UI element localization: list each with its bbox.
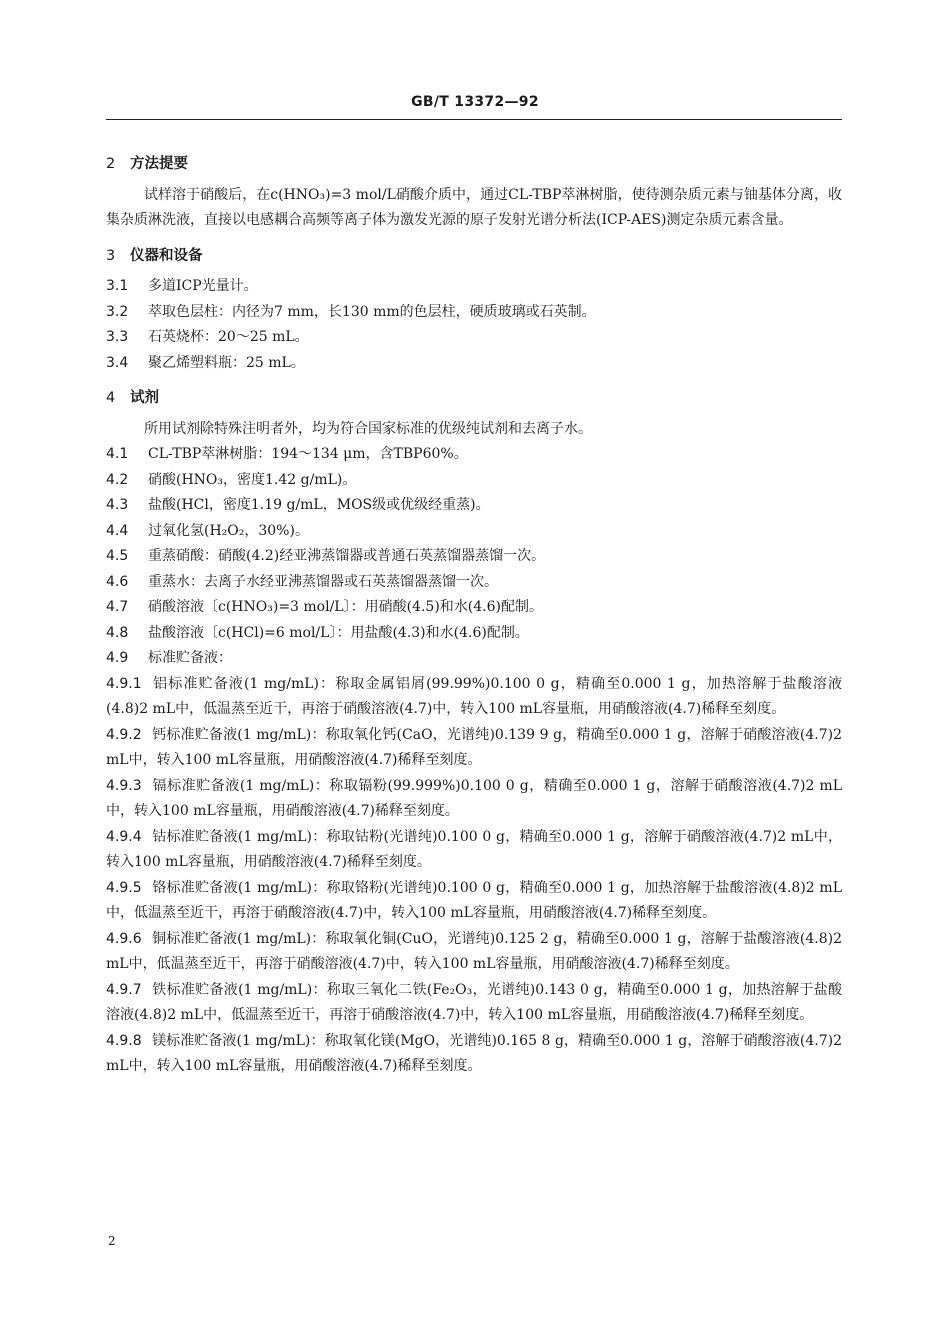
item-text: 萃取色层柱：内径为7 mm，长130 mm的色层柱，硬质玻璃或石英制。 (148, 303, 596, 320)
item-text: 标准贮备液： (148, 650, 232, 666)
section-title: 仪器和设备 (130, 247, 203, 264)
sub-item-text: 钴标准贮备液(1 mg/mL)：称取钴粉(光谱纯)0.100 0 g，精确至0.000 1 g，溶解于硝酸溶液(4.7)2 mL中，转入100 mL容量瓶，用硝酸溶液(4.7)稀释至刻度。 (106, 828, 842, 870)
list-item (106, 519, 842, 545)
item-text: 重蒸水：去离子水经亚沸蒸馏器或石英蒸馏器蒸馏一次。 (148, 573, 498, 590)
sub-item (106, 927, 842, 978)
sub-item (106, 672, 842, 723)
section-title: 试剂 (130, 390, 159, 406)
item-text: 硝酸(HNO₃，密度1.42 g/mL)。 (148, 471, 357, 488)
item-text: 多道ICP光量计。 (148, 278, 258, 294)
item-number: 4.1 (106, 446, 129, 462)
section-4-intro: 所用试剂除特殊注明者外，均为符合国家标准的优级纯试剂和去离子水。 (144, 420, 592, 437)
sub-item-text: 铁标准贮备液(1 mg/mL)：称取三氧化二铁(Fe₂O₃，光谱纯)0.143 0 g，精确至0.000 1 g，加热溶解于盐酸溶液(4.8)2 mL中，低温蒸至近干，再溶于硝酸溶液(4.7)中，转入100 mL容量瓶，用硝酸溶液(4.7)稀释至刻度。 (106, 981, 842, 1023)
standard-code-header: GB/T 13372—92 (411, 94, 539, 110)
list-item (106, 468, 842, 494)
header-rule (106, 119, 842, 120)
item-number: 4.4 (106, 522, 129, 539)
list-item (106, 325, 842, 351)
sub-item-number: 4.9.7 (106, 981, 142, 998)
sub-item (106, 774, 842, 825)
page-number: 2 (108, 1234, 116, 1248)
section-number: 4 (106, 390, 116, 406)
sub-item-number: 4.9.4 (106, 828, 142, 845)
sub-item-text: 钙标准贮备液(1 mg/mL)：称取氧化钙(CaO，光谱纯)0.139 9 g，精确至0.000 1 g，溶解于硝酸溶液(4.7)2 mL中，转入100 mL容量瓶，用硝酸溶液(4.7)稀释至刻度。 (106, 726, 842, 768)
item-number: 4.6 (106, 573, 129, 590)
section-number: 3 (106, 247, 116, 264)
item-text: 石英烧杯：20～25 mL。 (148, 329, 309, 345)
sub-item-number: 4.9.2 (106, 726, 142, 743)
item-text: 聚乙烯塑料瓶：25 mL。 (148, 354, 305, 371)
item-number: 3.4 (106, 354, 129, 371)
sub-item-number: 4.9.5 (106, 879, 142, 896)
item-text: 过氧化氢(H₂O₂，30%)。 (148, 522, 309, 539)
item-number: 3.3 (106, 329, 129, 345)
list-item (106, 544, 842, 570)
item-text: 盐酸(HCl，密度1.19 g/mL，MOS级或优级经重蒸)。 (148, 497, 490, 513)
section-2-paragraph: 试样溶于硝酸后，在c(HNO₃)=3 mol/L硝酸介质中，通过CL-TBP萃淋树脂，使待测杂质元素与铀基体分离，收集杂质淋洗液，直接以电感耦合高频等离子体为激发光源的原子发射光谱分析法(ICP-AES)测定杂质元素含量。 (106, 186, 842, 228)
item-number: 4.3 (106, 497, 129, 513)
section-number: 2 (106, 156, 116, 172)
section-title: 方法提要 (130, 156, 188, 172)
list-item (106, 646, 842, 672)
list-item (106, 595, 842, 621)
item-text: 硝酸溶液〔c(HNO₃)=3 mol/L〕：用硝酸(4.5)和水(4.6)配制。 (148, 599, 543, 615)
sub-item-number: 4.9.8 (106, 1032, 142, 1049)
sub-item-text: 镉标准贮备液(1 mg/mL)：称取镉粉(99.999%)0.100 0 g，精确至0.000 1 g，溶解于硝酸溶液(4.7)2 mL中，转入100 mL容量瓶，用硝酸溶液(4.7)稀释至刻度。 (106, 777, 842, 819)
sub-item (106, 723, 842, 774)
sub-item (106, 978, 842, 1029)
list-item (106, 274, 842, 300)
item-number: 3.1 (106, 278, 129, 294)
item-number: 4.7 (106, 599, 129, 615)
sub-item-text: 铬标准贮备液(1 mg/mL)：称取铬粉(光谱纯)0.100 0 g，精确至0.000 1 g，加热溶解于盐酸溶液(4.8)2 mL中，低温蒸至近干，再溶于硝酸溶液(4.7)中，转入100 mL容量瓶，用硝酸溶液(4.7)稀释至刻度。 (106, 879, 842, 921)
sub-item-number: 4.9.6 (106, 930, 142, 947)
section-heading-3 (106, 244, 842, 270)
item-text: 盐酸溶液〔c(HCl)=6 mol/L〕：用盐酸(4.3)和水(4.6)配制。 (148, 624, 529, 641)
sub-item (106, 825, 842, 876)
list-item (106, 442, 842, 468)
item-text: 重蒸硝酸：硝酸(4.2)经亚沸蒸馏器或普通石英蒸馏器蒸馏一次。 (148, 548, 546, 564)
item-number: 4.5 (106, 548, 129, 564)
sub-item-text: 铜标准贮备液(1 mg/mL)：称取氧化铜(CuO，光谱纯)0.125 2 g，精确至0.000 1 g，溶解于盐酸溶液(4.8)2 mL中，低温蒸至近干，再溶于硝酸溶液(4.7)中，转入100 mL容量瓶，用硝酸溶液(4.7)稀释至刻度。 (106, 930, 842, 972)
list-item (106, 493, 842, 519)
list-item (106, 351, 842, 377)
list-item (106, 621, 842, 647)
item-number: 4.9 (106, 650, 129, 666)
sub-item-number: 4.9.3 (106, 777, 142, 794)
item-text: CL-TBP萃淋树脂：194～134 μm，含TBP60%。 (148, 446, 468, 462)
item-number: 3.2 (106, 303, 129, 320)
document-body (106, 148, 842, 1080)
section-heading-2 (106, 152, 842, 178)
sub-item (106, 1029, 842, 1080)
sub-item-text: 铝标准贮备液(1 mg/mL)：称取金属铝屑(99.99%)0.100 0 g，精确至0.000 1 g，加热溶解于盐酸溶液(4.8)2 mL中，低温蒸至近干，再溶于硝酸溶液(4.7)中，转入100 mL容量瓶，用硝酸溶液(4.7)稀释至刻度。 (106, 675, 842, 717)
sub-item-text: 镁标准贮备液(1 mg/mL)：称取氧化镁(MgO，光谱纯)0.165 8 g，精确至0.000 1 g，溶解于硝酸溶液(4.7)2 mL中，转入100 mL容量瓶，用硝酸溶液(4.7)稀释至刻度。 (106, 1032, 842, 1074)
item-number: 4.2 (106, 471, 129, 488)
list-item (106, 570, 842, 596)
section-heading-4 (106, 386, 842, 412)
item-number: 4.8 (106, 624, 129, 641)
sub-item-number: 4.9.1 (106, 675, 142, 692)
sub-item (106, 876, 842, 927)
list-item (106, 300, 842, 326)
